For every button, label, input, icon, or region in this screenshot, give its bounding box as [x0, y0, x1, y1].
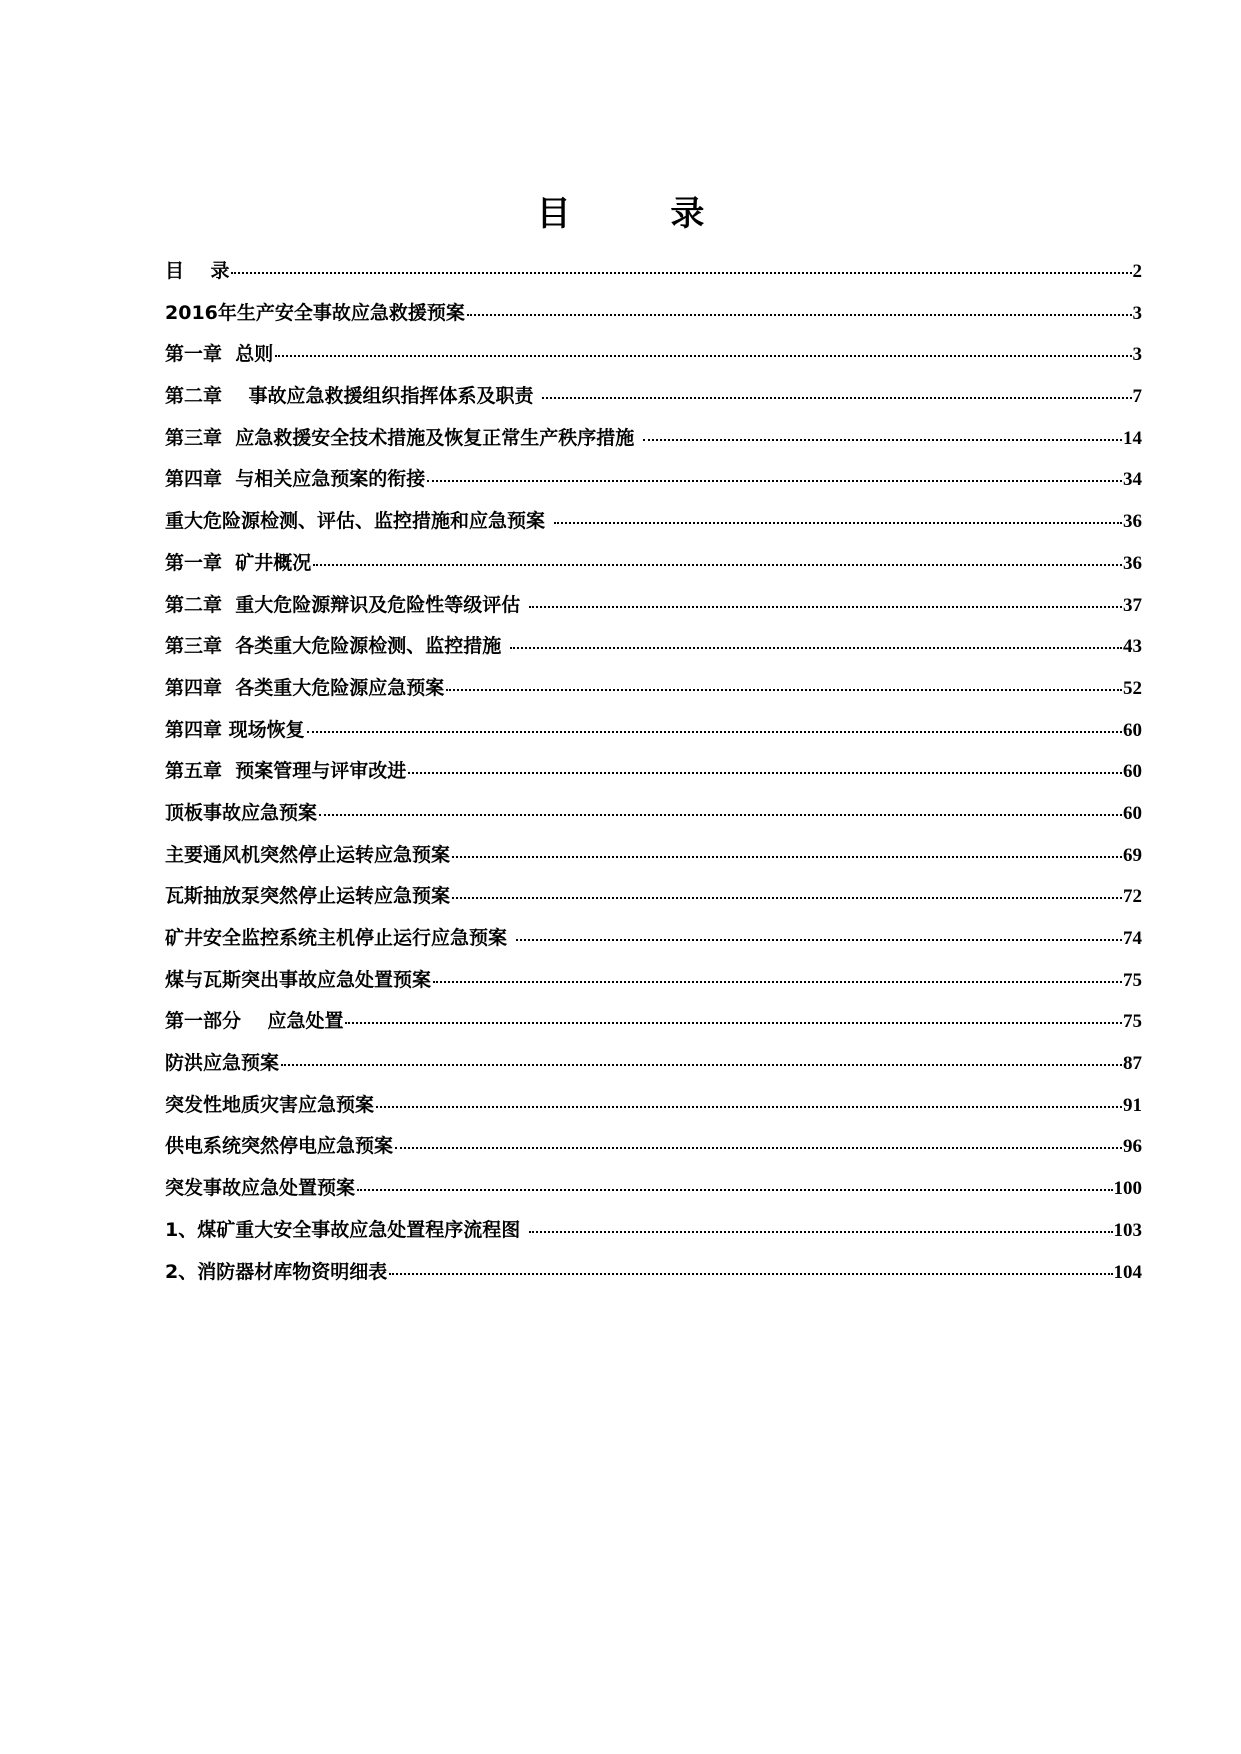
toc-entry-page: 52	[1123, 677, 1142, 699]
dot-leader	[357, 1189, 1112, 1191]
dot-leader	[643, 439, 1122, 441]
toc-entry-label: 第二章 重大危险源辩识及危险性等级评估	[165, 593, 527, 616]
toc-entry-label: 1、煤矿重大安全事故应急处置程序流程图	[165, 1218, 527, 1241]
toc-entry[interactable]	[165, 339, 1142, 381]
toc-entry-page: 104	[1113, 1261, 1142, 1283]
toc-entry-label: 第四章 现场恢复	[165, 718, 305, 741]
toc-entry-page: 87	[1123, 1053, 1142, 1075]
dot-leader	[542, 397, 1131, 399]
toc-entry-label: 主要通风机突然停止运转应急预案	[165, 843, 451, 866]
toc-entry-page: 72	[1123, 886, 1142, 908]
toc-entry-label: 第一章 总则	[165, 343, 274, 366]
dot-leader	[452, 897, 1122, 899]
dot-leader	[529, 606, 1122, 608]
toc-entry[interactable]	[165, 423, 1142, 465]
toc-entry[interactable]	[165, 506, 1142, 548]
toc-entry-page: 34	[1123, 469, 1142, 491]
dot-leader	[433, 981, 1122, 983]
dot-leader	[446, 689, 1122, 691]
toc-entry[interactable]	[165, 881, 1142, 923]
toc-entry-page: 37	[1123, 594, 1142, 616]
dot-leader	[427, 480, 1122, 482]
toc-entry-label: 第一部分 应急处置	[165, 1010, 344, 1033]
toc-entry-page: 7	[1132, 386, 1142, 408]
toc-entry[interactable]	[165, 1173, 1142, 1215]
toc-entry-label: 第四章 各类重大危险源应急预案	[165, 676, 445, 699]
toc-entry-label: 第一章 矿井概况	[165, 551, 312, 574]
dot-leader	[529, 1231, 1113, 1233]
toc-entry[interactable]	[165, 1006, 1142, 1048]
toc-entry-page: 74	[1123, 928, 1142, 949]
toc-entry-page: 103	[1113, 1219, 1142, 1241]
toc-entry-label: 顶板事故应急预案	[165, 801, 318, 824]
toc-entry-page: 3	[1132, 344, 1142, 366]
toc-entry[interactable]	[165, 464, 1142, 506]
toc-entry[interactable]	[165, 798, 1142, 840]
toc-entry-label: 矿井安全监控系统主机停止运行应急预案	[165, 927, 514, 949]
toc-title: 目 录	[536, 194, 749, 234]
toc-entry-label: 2016年生产安全事故应急救援预案	[165, 301, 465, 324]
toc-entry[interactable]	[165, 298, 1142, 340]
dot-leader	[467, 314, 1132, 316]
toc-entry[interactable]	[165, 673, 1142, 715]
toc-entry[interactable]	[165, 256, 1142, 298]
table-of-contents	[165, 256, 1142, 1298]
dot-leader	[408, 772, 1122, 774]
toc-entry[interactable]	[165, 631, 1142, 673]
toc-entry-label: 第五章 预案管理与评审改进	[165, 760, 407, 783]
dot-leader	[345, 1022, 1122, 1024]
toc-entry-page: 3	[1132, 302, 1142, 324]
toc-entry-page: 14	[1123, 427, 1142, 449]
toc-entry[interactable]	[165, 965, 1142, 1007]
toc-entry[interactable]	[165, 548, 1142, 590]
toc-entry[interactable]	[165, 1131, 1142, 1173]
dot-leader	[376, 1106, 1122, 1108]
dot-leader	[307, 731, 1122, 733]
dot-leader	[319, 814, 1122, 816]
toc-entry-page: 100	[1113, 1178, 1142, 1200]
toc-entry[interactable]	[165, 1048, 1142, 1090]
dot-leader	[231, 272, 1131, 274]
toc-entry-page: 43	[1123, 636, 1142, 658]
toc-entry-page: 60	[1123, 802, 1142, 824]
toc-entry[interactable]	[165, 381, 1142, 423]
toc-entry-label: 第三章 应急救援安全技术措施及恢复正常生产秩序措施	[165, 426, 641, 449]
dot-leader	[516, 939, 1122, 941]
dot-leader	[395, 1147, 1122, 1149]
toc-entry-page: 36	[1123, 511, 1142, 533]
dot-leader	[275, 355, 1131, 357]
toc-entry-label: 突发事故应急处置预案	[165, 1177, 356, 1200]
toc-entry-label: 煤与瓦斯突出事故应急处置预案	[165, 968, 432, 991]
toc-entry[interactable]	[165, 590, 1142, 632]
toc-entry[interactable]	[165, 1090, 1142, 1132]
dot-leader	[281, 1064, 1122, 1066]
toc-entry-label: 重大危险源检测、评估、监控措施和应急预案	[165, 510, 552, 533]
toc-entry-label: 突发性地质灾害应急预案	[165, 1093, 375, 1116]
toc-entry[interactable]	[165, 840, 1142, 882]
toc-entry-label: 瓦斯抽放泵突然停止运转应急预案	[165, 885, 451, 908]
toc-entry-label: 第三章 各类重大危险源检测、监控措施	[165, 635, 508, 658]
toc-entry-page: 36	[1123, 552, 1142, 574]
toc-entry-page: 60	[1123, 719, 1142, 741]
toc-entry-label: 第二章 事故应急救援组织指挥体系及职责	[165, 385, 541, 408]
toc-entry[interactable]	[165, 923, 1142, 965]
toc-entry-page: 96	[1123, 1136, 1142, 1158]
toc-entry-page: 75	[1123, 1011, 1142, 1033]
dot-leader	[389, 1273, 1112, 1275]
toc-entry[interactable]	[165, 715, 1142, 757]
toc-entry-page: 75	[1123, 969, 1142, 991]
dot-leader	[313, 564, 1122, 566]
toc-entry-page: 91	[1123, 1094, 1142, 1116]
toc-entry-label: 防洪应急预案	[165, 1052, 280, 1075]
toc-entry[interactable]	[165, 1215, 1142, 1257]
dot-leader	[510, 647, 1122, 649]
toc-entry-label: 第四章 与相关应急预案的衔接	[165, 468, 426, 491]
dot-leader	[452, 856, 1122, 858]
toc-entry-page: 60	[1123, 761, 1142, 783]
toc-entry[interactable]	[165, 756, 1142, 798]
toc-entry-label: 目 录	[165, 260, 230, 282]
toc-entry-page: 69	[1123, 844, 1142, 866]
dot-leader	[554, 522, 1122, 524]
toc-entry-label: 2、消防器材库物资明细表	[165, 1260, 388, 1283]
toc-entry[interactable]	[165, 1257, 1142, 1299]
toc-entry-label: 供电系统突然停电应急预案	[165, 1135, 394, 1158]
toc-entry-page: 2	[1132, 261, 1142, 282]
